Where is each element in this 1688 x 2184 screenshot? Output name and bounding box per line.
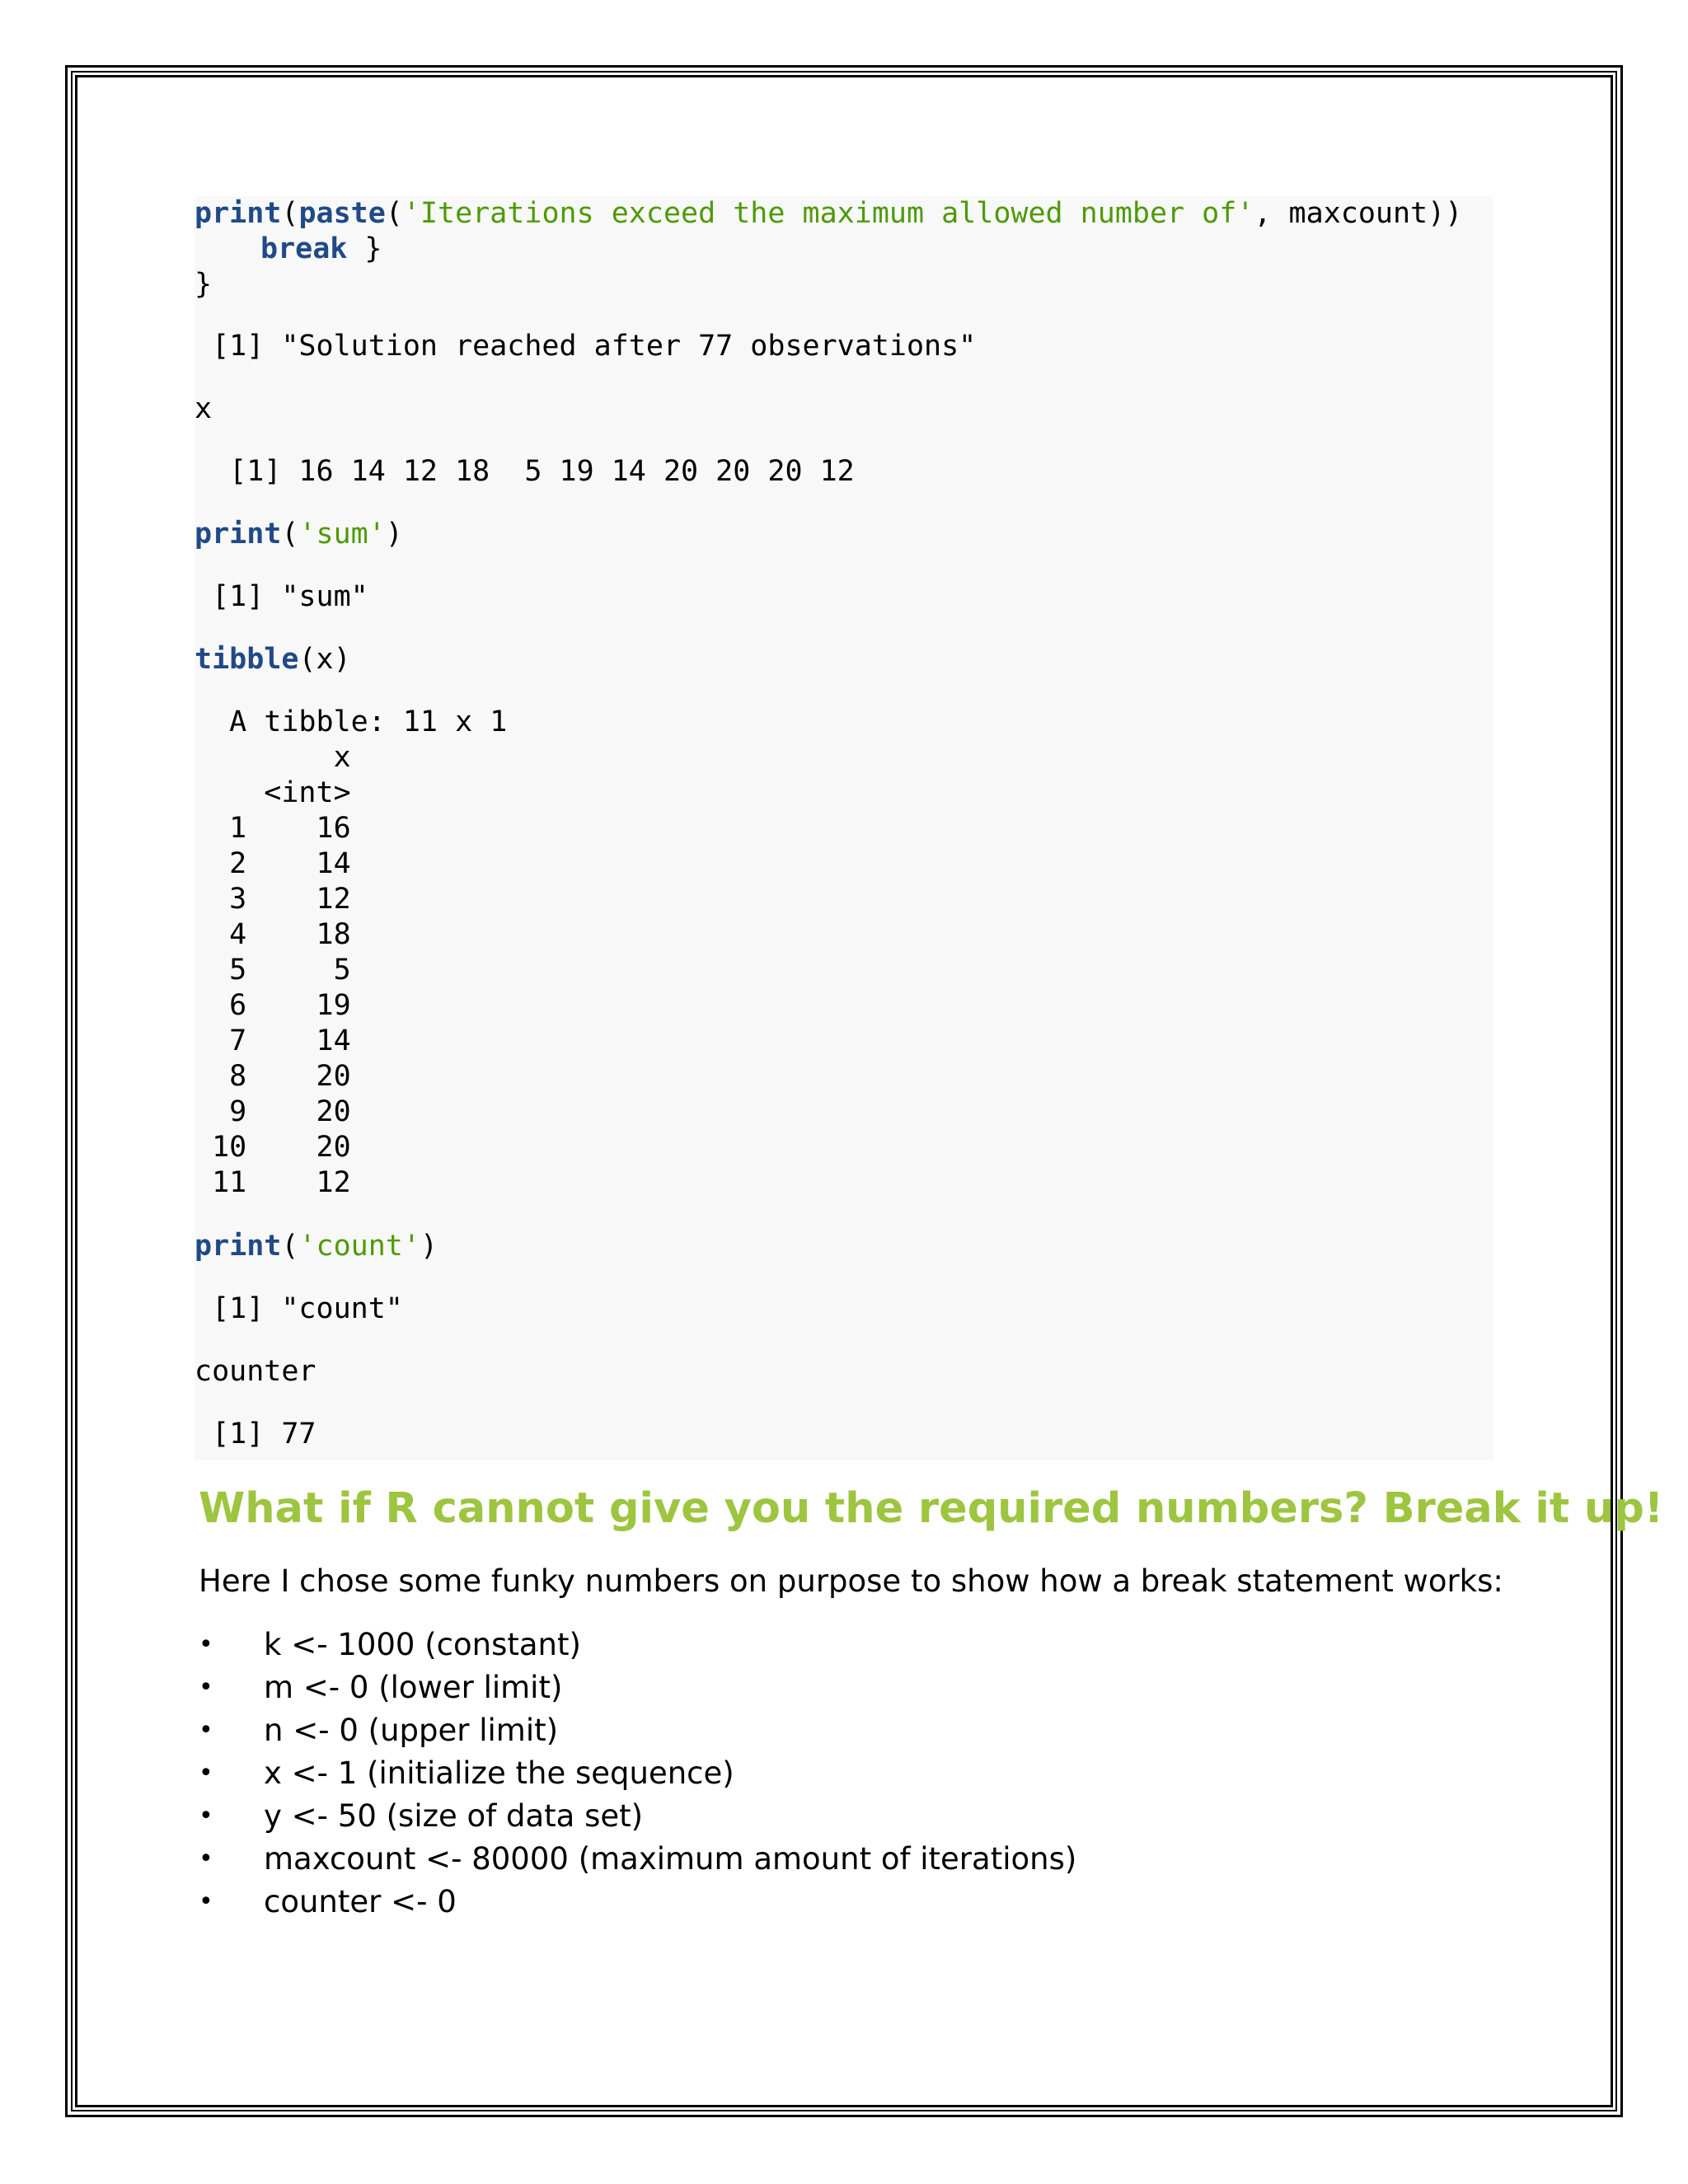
code-line-break <box>260 232 382 267</box>
code-line-x: x <box>195 392 213 425</box>
paren: ( <box>281 518 299 551</box>
bullet-icon: • <box>199 1716 213 1745</box>
code-line-tibble <box>195 642 351 677</box>
code-line-counter: counter <box>195 1355 316 1388</box>
output-x-vector: [1] 16 14 12 18 5 19 14 20 20 20 12 <box>195 455 855 488</box>
table-row: 7 14 <box>195 1024 351 1057</box>
output-counter: [1] 77 <box>195 1418 316 1451</box>
bullet-icon: • <box>199 1673 213 1702</box>
list-item-text: k <- 1000 (constant) <box>264 1627 581 1662</box>
table-row: 4 18 <box>195 918 351 951</box>
paren: ( <box>281 197 299 230</box>
table-row: 1 16 <box>195 812 351 845</box>
code-rest: } <box>347 232 382 265</box>
string-literal: 'Iterations exceed the maximum allowed number of' <box>402 197 1254 230</box>
list-item-text: counter <- 0 <box>264 1884 457 1919</box>
output-solution: [1] "Solution reached after 77 observations" <box>195 330 977 363</box>
list-item-text: maxcount <- 80000 (maximum amount of iterations) <box>264 1841 1077 1877</box>
list-item-text: m <- 0 (lower limit) <box>264 1670 563 1705</box>
table-row: 9 20 <box>195 1095 351 1128</box>
table-row: 3 12 <box>195 883 351 916</box>
tibble-caption: A tibble: 11 x 1 <box>195 705 508 738</box>
bullet-icon: • <box>199 1844 213 1873</box>
bullet-icon: • <box>199 1887 213 1916</box>
output-sum: [1] "sum" <box>195 580 368 613</box>
bullet-icon: • <box>199 1759 213 1788</box>
list-item-text: y <- 50 (size of data set) <box>264 1798 644 1834</box>
output-count: [1] "count" <box>195 1292 403 1325</box>
keyword-print: print <box>195 518 282 551</box>
bullet-icon: • <box>199 1630 213 1659</box>
list-item-text: x <- 1 (initialize the sequence) <box>264 1755 734 1791</box>
string-literal: 'count' <box>298 1230 420 1263</box>
paren: ( <box>281 1230 299 1263</box>
section-heading: What if R cannot give you the required numbers? Break it up! <box>199 1484 1664 1533</box>
code-block <box>195 196 1493 1460</box>
table-row: 11 12 <box>195 1166 351 1199</box>
keyword-break: break <box>260 232 348 265</box>
table-row: 5 5 <box>195 954 351 987</box>
keyword-print: print <box>195 197 282 230</box>
keyword-print: print <box>195 1230 282 1263</box>
table-row: 8 20 <box>195 1060 351 1093</box>
paren: ( <box>385 197 403 230</box>
string-literal: 'sum' <box>298 518 386 551</box>
intro-paragraph: Here I chose some funky numbers on purpose to show how a break statement works: <box>199 1563 1503 1599</box>
code-line-print-sum <box>195 517 403 552</box>
code-rest: , maxcount)) <box>1254 197 1463 230</box>
bullet-icon: • <box>199 1802 213 1830</box>
paren: ) <box>420 1230 438 1263</box>
table-row: 10 20 <box>195 1131 351 1164</box>
table-row: 2 14 <box>195 847 351 880</box>
table-row: 6 19 <box>195 989 351 1022</box>
code-line-print-paste <box>195 196 1462 232</box>
paren: ) <box>385 518 403 551</box>
tibble-column-name: x <box>195 741 351 774</box>
code-rest: (x) <box>298 643 351 676</box>
keyword-tibble: tibble <box>195 643 299 676</box>
code-line-print-count <box>195 1229 438 1264</box>
keyword-paste: paste <box>298 197 386 230</box>
list-item-text: n <- 0 (upper limit) <box>264 1713 559 1748</box>
code-line-close-brace: } <box>195 268 213 301</box>
tibble-column-type: <int> <box>195 776 351 809</box>
